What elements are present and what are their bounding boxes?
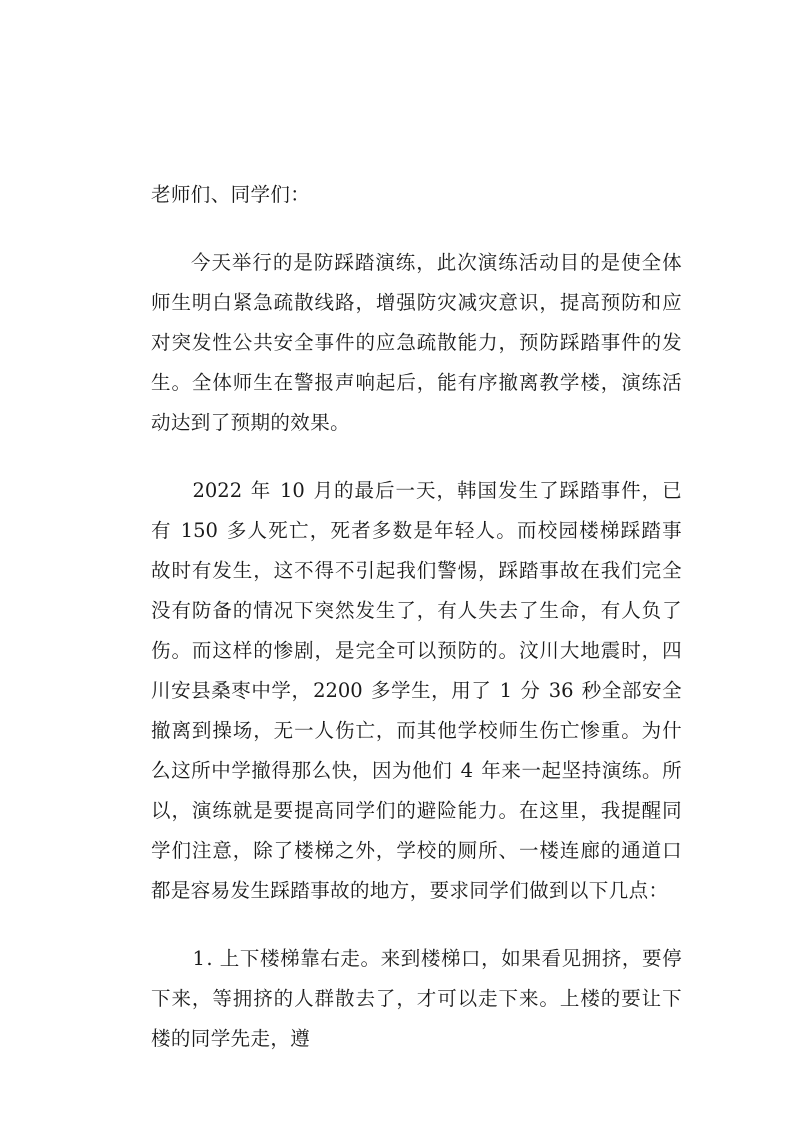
paragraph-salutation: 老师们、同学们： bbox=[151, 183, 311, 206]
paragraph-intro: 今天举行的是防踩踏演练，此次演练活动目的是使全体师生明白紧急疏散线路，增强防灾减灾意识，提高预防和应对突发性公共安全事件的应急疏散能力，预防踩踏事件的发生。全体师生在警报声响起后，能有序撤离教学楼，演练活动达到了预期的效果。 bbox=[151, 251, 682, 434]
document-body bbox=[151, 175, 682, 1059]
paragraph-body: 2022 年 10 月的最后一天，韩国发生了踩踏事件，已有 150 多人死亡，死者多数是年轻人。而校园楼梯踩踏事故时有发生，这不得不引起我们警惕，踩踏事故在我们完全没有防备的情况下突然发生了，有人失去了生命，有人负了伤。而这样的惨剧，是完全可以预防的。汶川大地震时，四川安县桑枣中学，2200 多学生，用了 1 分 36 秒全部安全撤离到操场，无一人伤亡，而其他学校师生伤亡惨重。为什么这所中学撤得那么快，因为他们 4 年来一起坚持演练。所以，演练就是要提高同学们的避险能力。在这里，我提醒同学们注意，除了楼梯之外，学校的厕所、一楼连廊的通道口都是容易发生踩踏事故的地方，要求同学们做到以下几点： bbox=[151, 479, 682, 902]
paragraph-item-1: 1. 上下楼梯靠右走。来到楼梯口，如果看见拥挤，要停下来，等拥挤的人群散去了，才可以走下来。上楼的要让下楼的同学先走，遵 bbox=[151, 947, 682, 1050]
